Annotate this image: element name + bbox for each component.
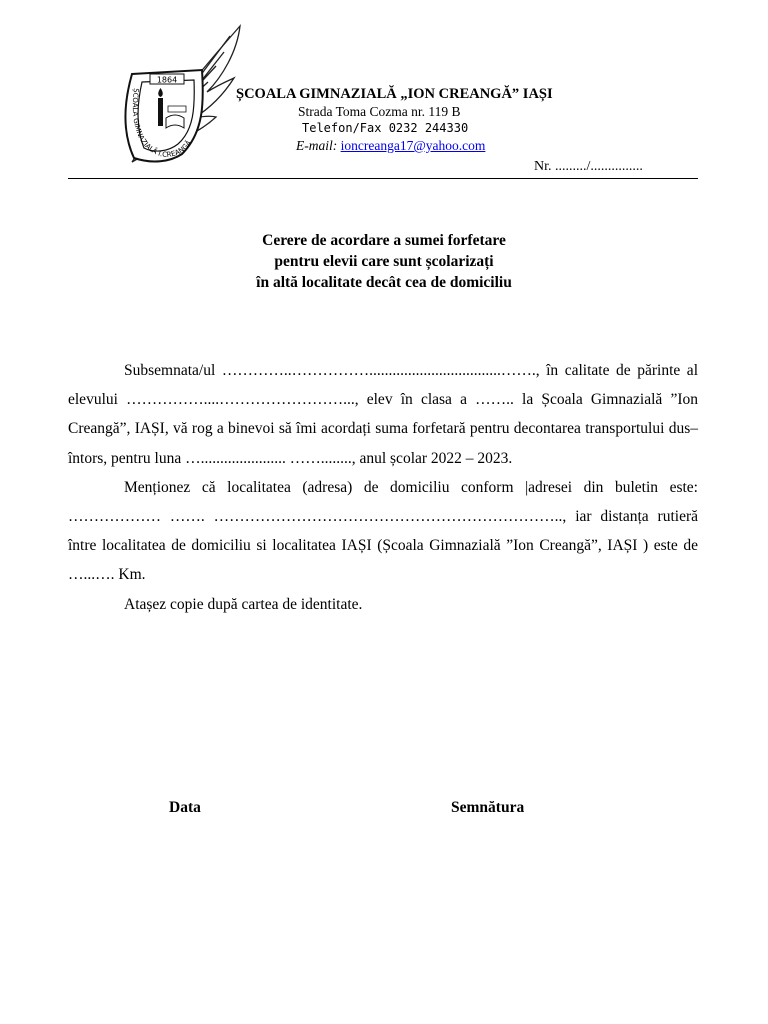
paragraph-attachment: Atașez copie după cartea de identitate. [124,595,363,613]
school-name: ȘCOALA GIMNAZIALĂ „ION CREANGĂ” IAȘI [236,86,553,102]
title-line-1: Cerere de acordare a sumei forfetare [262,232,506,249]
signature-label: Semnătura [451,799,525,816]
paragraph-address: Menționez că localitatea (adresa) de domiciliu conform |adresei din buletin este: ……………… ……. ………………………………………………………….., iar distanța rutieră între localitatea de domiciliu si localitatea IAȘI (Școala Gimnazială ”Ion Creangă”, IAȘI ) este de …...…. Km. [68,478,698,584]
school-phone: Telefon/Fax 0232 244330 [302,121,469,135]
title-line-2: pentru elevii care sunt școlarizați [274,253,494,270]
registration-number: Nr. ........./............... [534,159,643,174]
school-crest-logo [112,22,250,172]
logo-ring-text: ȘCOALA GIMNAZIALĂ I.CREANGĂ [130,87,194,159]
request-body [68,356,698,619]
school-address: Strada Toma Cozma nr. 119 B [298,104,461,119]
date-label: Data [169,799,201,816]
email-link[interactable]: ioncreanga17@yahoo.com [340,138,486,153]
paragraph-request: Subsemnata/ul …………..……………..................................……., în calitate de părinte al elevului ……………....……………………..., elev în clasa a …….. la Școala Gimnazială ”Ion Creangă”, IAȘI, vă rog a binevoi să îmi acordați suma forfetară pentru decontarea transportului dus–întors, pentru luna …...................... ……........, anul școlar 2022 – 2023. [68,362,698,467]
logo-year: 1864 [156,75,178,85]
document-title [0,230,768,293]
school-email-line [296,138,485,154]
header-divider [68,178,698,179]
title-line-3: în altă localitate decât cea de domiciliu [256,274,512,291]
email-label: E-mail: [296,138,338,153]
